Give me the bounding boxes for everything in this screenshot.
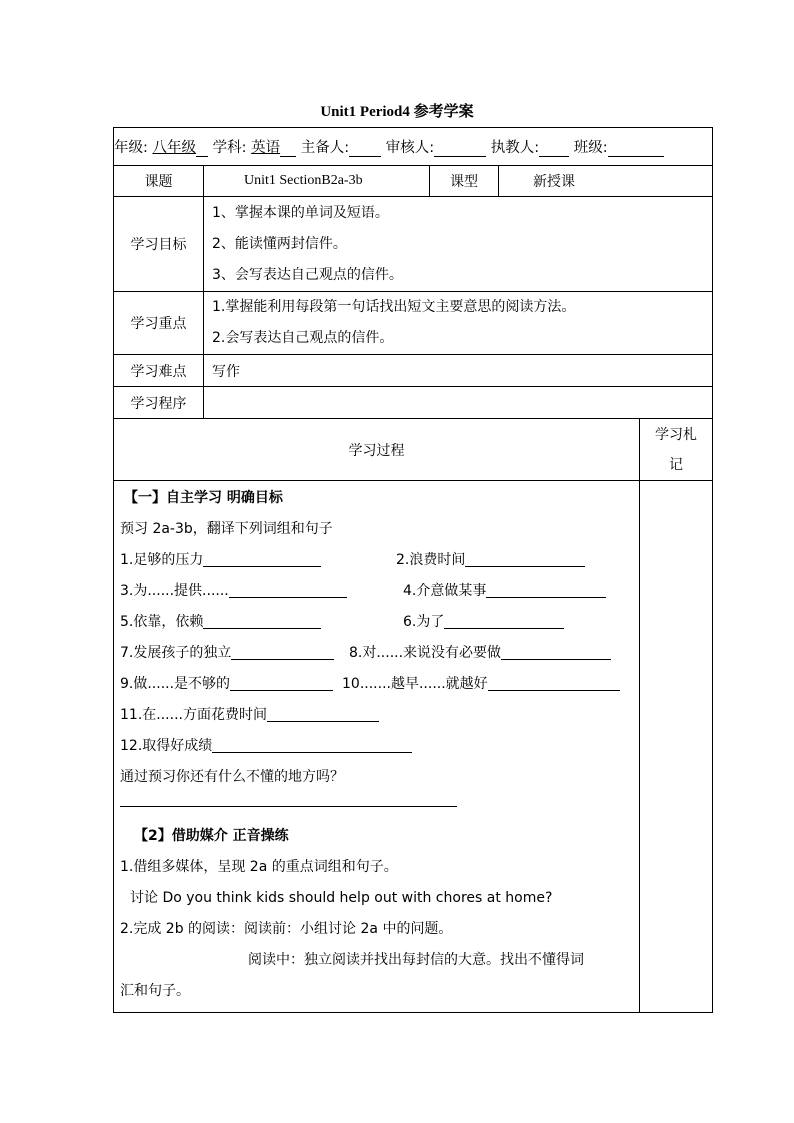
answer-blank-5[interactable] [203, 612, 321, 629]
content-cell [114, 481, 640, 1013]
answer-blank-4[interactable] [486, 581, 606, 598]
difficulty-label: 学习难点 [114, 355, 204, 387]
difficulty-value: 写作 [204, 355, 713, 387]
answer-blank-7[interactable] [231, 643, 334, 660]
section2-discussion: 讨论 Do you think kids should help out with chores at home? [130, 890, 553, 906]
procedure-value[interactable] [204, 387, 713, 419]
goals-row [114, 197, 713, 292]
reviewer-label: 审核人: [385, 140, 435, 156]
procedure-label: 学习程序 [114, 387, 204, 419]
exercise-item-11: 11.在......方面花费时间 [120, 707, 267, 723]
difficulty-row [114, 355, 713, 387]
notes-header-line1: 学习札 [655, 426, 698, 443]
subject-blank[interactable] [280, 141, 296, 157]
exercise-row [120, 638, 633, 669]
page-title: Unit1 Period4 参考学案 [320, 104, 474, 120]
exercise-row [120, 576, 633, 607]
section2-step2: 2.完成 2b 的阅读：阅读前：小组讨论 2a 中的问题。 [120, 921, 453, 937]
grade-value: 八年级 [152, 140, 196, 156]
answer-blank-10[interactable] [488, 674, 620, 691]
answer-blank-11[interactable] [267, 705, 379, 722]
exercise-item-2: 2.浪费时间 [396, 552, 466, 568]
exercise-item-8: 8.对......来说没有必要做 [349, 645, 502, 661]
subject-value: 英语 [251, 140, 281, 156]
answer-blank-3[interactable] [229, 581, 347, 598]
answer-blank-12[interactable] [212, 736, 412, 753]
type-label: 课型 [430, 166, 499, 197]
notes-header [640, 419, 713, 481]
question-answer-line[interactable] [120, 793, 633, 821]
grade-label: 年级: [114, 140, 148, 156]
answer-blank-6[interactable] [444, 612, 564, 629]
lesson-plan-table [113, 127, 713, 1013]
section2-step1: 1.借组多媒体，呈现 2a 的重点词组和句子。 [120, 859, 398, 875]
answer-blank-2[interactable] [465, 550, 585, 567]
teacher-label: 执教人: [490, 140, 540, 156]
exercise-item-1: 1.足够的压力 [120, 552, 204, 568]
topic-row [114, 166, 713, 197]
header-row [114, 128, 713, 166]
goals-label: 学习目标 [114, 197, 204, 292]
key-row [114, 292, 713, 355]
type-value: 新授课 [499, 166, 713, 197]
key-item: 2.会写表达自己观点的信件。 [212, 330, 394, 346]
goal-item: 3、会写表达自己观点的信件。 [212, 266, 403, 283]
section2-step2-cont: 阅读中：独立阅读并找出每封信的大意。找出不懂得词 [248, 952, 584, 968]
answer-blank-1[interactable] [203, 550, 321, 567]
goals-cell [204, 197, 713, 292]
subject-label: 学科: [212, 140, 247, 156]
exercise-row [120, 545, 633, 576]
notes-cell[interactable] [640, 481, 713, 1013]
process-header: 学习过程 [114, 419, 640, 481]
answer-blank-9[interactable] [230, 674, 333, 691]
notes-header-line2: 记 [669, 456, 684, 473]
lead-label: 主备人: [300, 140, 350, 156]
goal-item: 1、掌握本课的单词及短语。 [212, 204, 389, 221]
process-header-row [114, 419, 713, 481]
class-blank[interactable] [608, 141, 664, 157]
header-cell [114, 128, 713, 166]
section2-step2-end: 汇和句子。 [120, 983, 190, 999]
answer-blank-8[interactable] [501, 643, 611, 660]
section2-heading: 【2】借助媒介 正音操练 [134, 828, 289, 844]
lead-blank[interactable] [349, 141, 381, 157]
exercise-item-7: 7.发展孩子的独立 [120, 645, 232, 661]
teacher-blank[interactable] [539, 141, 569, 157]
exercise-row [120, 669, 633, 700]
topic-value: Unit1 SectionB2a-3b [204, 166, 430, 197]
key-cell [204, 292, 713, 355]
grade-blank[interactable] [196, 141, 208, 157]
exercise-item-3: 3.为......提供...... [120, 583, 229, 599]
key-item: 1.掌握能利用每段第一句话找出短文主要意思的阅读方法。 [212, 299, 576, 315]
reviewer-blank[interactable] [434, 141, 486, 157]
exercise-row [120, 700, 633, 731]
exercise-row [120, 731, 633, 762]
exercise-item-10: 10.......越早......就越好 [342, 676, 488, 692]
key-label: 学习重点 [114, 292, 204, 355]
section1-heading: 【一】自主学习 明确目标 [124, 490, 283, 506]
exercise-item-5: 5.依靠，依赖 [120, 614, 204, 630]
exercise-item-4: 4.介意做某事 [403, 583, 487, 599]
section1-intro: 预习 2a-3b，翻译下列词组和句子 [120, 521, 333, 537]
procedure-row [114, 387, 713, 419]
exercise-item-12: 12.取得好成绩 [120, 738, 213, 754]
topic-label: 课题 [114, 166, 204, 197]
exercise-item-6: 6.为了 [403, 614, 445, 630]
exercise-item-9: 9.做......是不够的 [120, 676, 231, 692]
class-label: 班级: [573, 140, 608, 156]
section1-question: 通过预习你还有什么不懂的地方吗？ [120, 769, 344, 785]
exercise-row [120, 607, 633, 638]
goal-item: 2、能读懂两封信件。 [212, 235, 347, 252]
content-row [114, 481, 713, 1013]
